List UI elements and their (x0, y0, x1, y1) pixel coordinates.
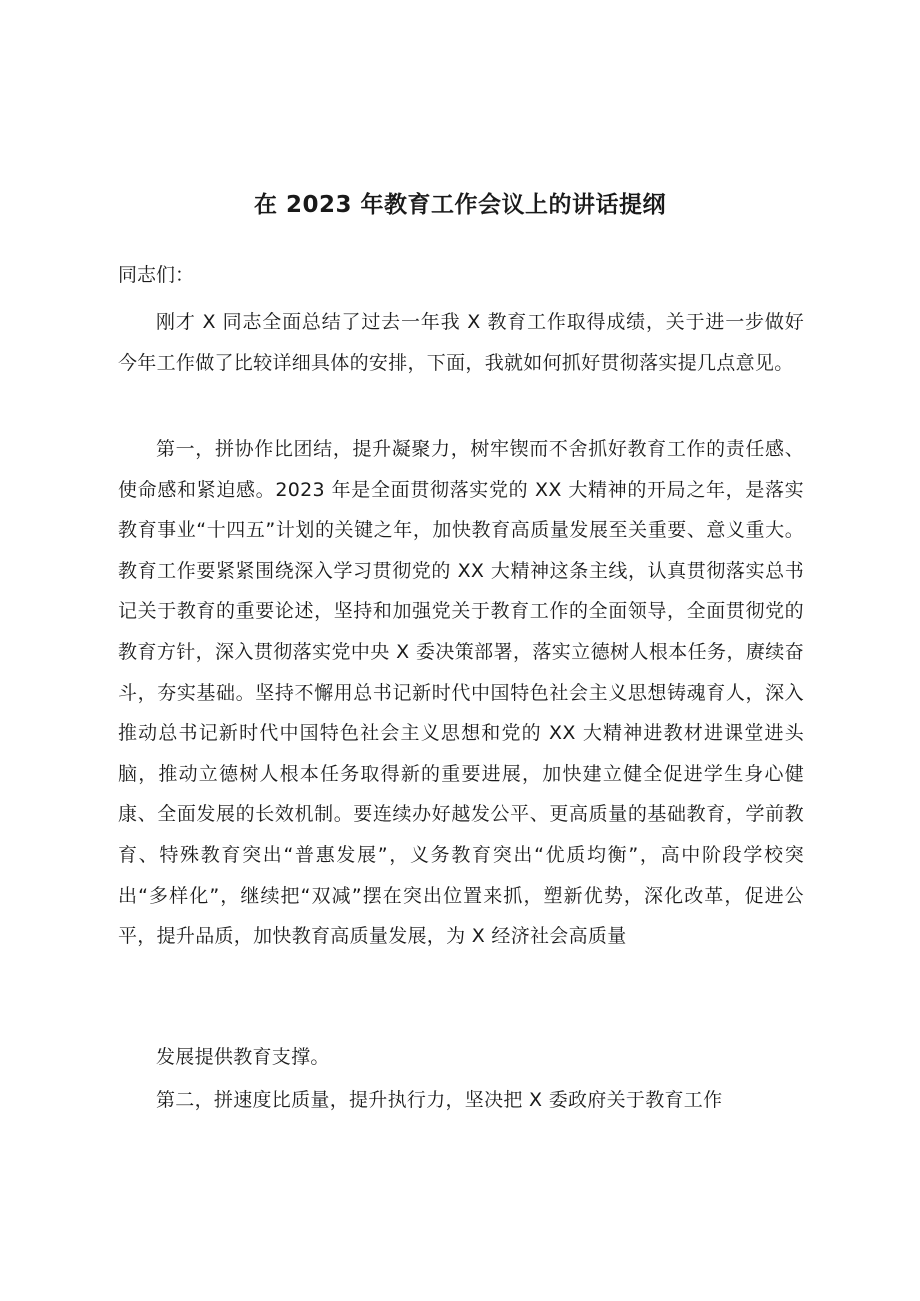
document-title: 在 2023 年教育工作会议上的讲话提纲 (253, 192, 667, 218)
paragraph-first-point-continuation: 发展提供教育支撑。 (156, 1046, 330, 1068)
salutation: 同志们： (118, 264, 195, 286)
paragraph-first-point: 第一，拼协作比团结，提升凝聚力，树牢锲而不舍抓好教育工作的责任感、使命感和紧迫感。2023 年是全面贯彻落实党的 XX 大精神的开局之年，是落实教育事业“十四五”计划的关键之年，加快教育高质量发展至关重要、意义重大。教育工作要紧紧围绕深入学习贯彻党的 XX 大精神这条主线，认真贯彻落实总书记关于教育的重要论述，坚持和加强党关于教育工作的全面领导，全面贯彻党的教育方针，深入贯彻落实党中央 X 委决策部署，落实立德树人根本任务，赓续奋斗，夯实基础。坚持不懈用总书记新时代中国特色社会主义思想铸魂育人，深入推动总书记新时代中国特色社会主义思想和党的 XX 大精神进教材进课堂进头脑，推动立德树人根本任务取得新的重要进展，加快建立健全促进学生身心健康、全面发展的长效机制。要连续办好越发公平、更高质量的基础教育，学前教育、特殊教育突出“普惠发展”，义务教育突出“优质均衡”，高中阶段学校突出“多样化”，继续把“双减”摆在突出位置来抓，塑新优势，深化改革，促进公平，提升品质，加快教育高质量发展，为 X 经济社会高质量 (118, 438, 804, 948)
paragraph-intro: 刚才 X 同志全面总结了过去一年我 X 教育工作取得成绩，关于进一步做好今年工作做了比较详细具体的安排，下面，我就如何抓好贯彻落实提几点意见。 (118, 311, 804, 374)
paragraph-second-point: 第二，拼速度比质量，提升执行力，坚决把 X 委政府关于教育工作 (156, 1089, 723, 1111)
